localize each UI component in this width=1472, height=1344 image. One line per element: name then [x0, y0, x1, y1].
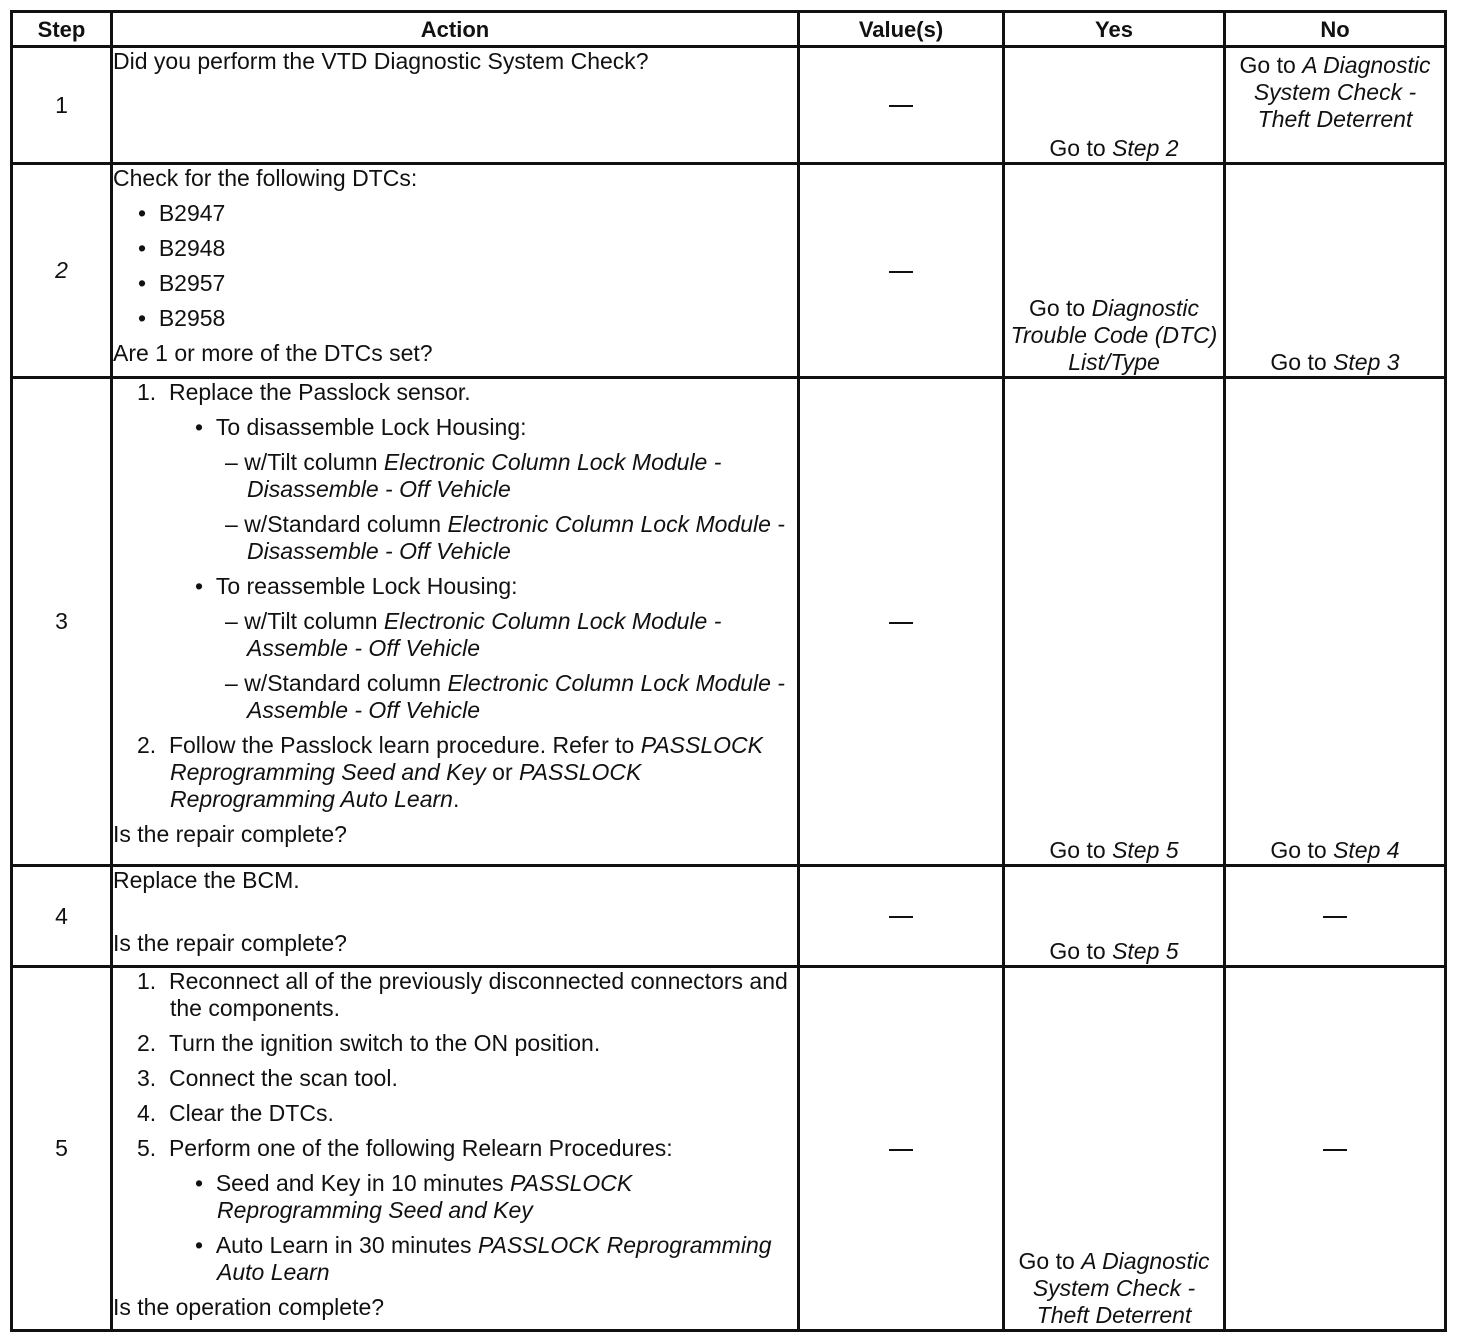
- value-cell: [799, 866, 1004, 967]
- dtc-code: B2948: [158, 235, 226, 261]
- action-cell: [112, 967, 799, 1331]
- diagnostic-table: [10, 10, 1447, 1332]
- value-cell: [799, 47, 1004, 164]
- yes-prefix: Go to: [1049, 938, 1113, 964]
- table-header-row: [12, 12, 1446, 47]
- action-cell: [112, 378, 799, 866]
- step-number: 4: [12, 866, 112, 967]
- item-text: To reassemble Lock Housing:: [215, 573, 518, 599]
- action-question: Is the repair complete?: [113, 821, 347, 847]
- item-prefix: w/Tilt column: [244, 449, 384, 475]
- bullet-item: • Auto Learn in 30 minutes PASSLOCK Reprogramming Auto Learn: [195, 1232, 772, 1285]
- numbered-item: 2. Turn the ignition switch to the ON position.: [137, 1030, 601, 1056]
- dtc-item: • B2948: [138, 235, 226, 261]
- no-prefix: Go to: [1239, 52, 1303, 78]
- item-text: Turn the ignition switch to the ON position.: [168, 1030, 601, 1056]
- item-text: Connect the scan tool.: [168, 1065, 398, 1091]
- action-cell: [112, 47, 799, 164]
- procedure-link[interactable]: Electronic Column Lock Module - Assemble - Off Vehicle: [247, 670, 785, 723]
- header-action: Action: [112, 12, 799, 47]
- dash-item: – w/Tilt column Electronic Column Lock Module - Disassemble - Off Vehicle: [225, 449, 722, 502]
- action-question: Is the operation complete?: [113, 1294, 385, 1320]
- dash-item: – w/Standard column Electronic Column Lock Module - Assemble - Off Vehicle: [225, 670, 785, 723]
- yes-cell: [1004, 164, 1225, 378]
- procedure-link[interactable]: Electronic Column Lock Module - Disassemble - Off Vehicle: [247, 511, 785, 564]
- item-text: To disassemble Lock Housing:: [215, 414, 527, 440]
- header-values: Value(s): [799, 12, 1004, 47]
- yes-prefix: Go to: [1049, 837, 1113, 863]
- yes-link[interactable]: A Diagnostic System Check - Theft Deterrent: [1032, 1248, 1210, 1328]
- bullet-item: • To reassemble Lock Housing:: [195, 573, 518, 599]
- procedure-link[interactable]: PASSLOCK Reprogramming Seed and Key: [217, 1170, 633, 1223]
- numbered-item: 1. Reconnect all of the previously disconnected connectors and the components.: [137, 968, 788, 1021]
- step-number: 3: [12, 378, 112, 866]
- yes-link[interactable]: Step 5: [1112, 837, 1179, 863]
- table-row: [12, 378, 1446, 866]
- procedure-link[interactable]: Electronic Column Lock Module - Assemble - Off Vehicle: [247, 608, 722, 661]
- header-yes: Yes: [1004, 12, 1225, 47]
- table-row: [12, 47, 1446, 164]
- value-cell: [799, 967, 1004, 1331]
- action-cell: [112, 164, 799, 378]
- no-cell: [1225, 47, 1446, 164]
- item-prefix: w/Tilt column: [244, 608, 384, 634]
- action-question: Is the repair complete?: [113, 930, 347, 956]
- item-prefix: w/Standard column: [244, 670, 448, 696]
- yes-cell: [1004, 47, 1225, 164]
- no-cell: [1225, 378, 1446, 866]
- action-cell: [112, 866, 799, 967]
- item-prefix: Seed and Key in 10 minutes: [215, 1170, 510, 1196]
- item-text: Follow the Passlock learn procedure. Refer to: [168, 732, 641, 758]
- yes-link[interactable]: Step 2: [1112, 135, 1179, 161]
- procedure-link[interactable]: PASSLOCK Reprogramming Seed and Key: [170, 732, 763, 785]
- dtc-item: • B2957: [138, 270, 226, 296]
- dtc-code: B2958: [158, 305, 226, 331]
- value-cell: [799, 164, 1004, 378]
- dash-mark: [889, 916, 913, 918]
- dash-mark: [1323, 916, 1347, 918]
- no-link[interactable]: Step 3: [1333, 349, 1400, 375]
- item-prefix: w/Standard column: [244, 511, 448, 537]
- dash-item: – w/Standard column Electronic Column Lock Module - Disassemble - Off Vehicle: [225, 511, 785, 564]
- table-row: [12, 164, 1446, 378]
- dtc-item: • B2947: [138, 200, 226, 226]
- no-cell: [1225, 866, 1446, 967]
- yes-prefix: Go to: [1018, 1248, 1082, 1274]
- dash-mark: [889, 622, 913, 624]
- yes-prefix: Go to: [1049, 135, 1113, 161]
- header-step: Step: [12, 12, 112, 47]
- bullet-item: • To disassemble Lock Housing:: [195, 414, 527, 440]
- no-link[interactable]: Step 4: [1333, 837, 1400, 863]
- numbered-item: 4. Clear the DTCs.: [137, 1100, 334, 1126]
- yes-prefix: Go to: [1028, 295, 1092, 321]
- no-cell: [1225, 164, 1446, 378]
- item-text: Reconnect all of the previously disconnected connectors and the components.: [168, 968, 788, 1021]
- numbered-item: 2. Follow the Passlock learn procedure. Refer to PASSLOCK Reprogramming Seed and Key or PASSLOCK Reprogramming Auto Learn.: [137, 732, 763, 812]
- action-text: Replace the BCM.: [113, 867, 300, 893]
- table-row: [12, 967, 1446, 1331]
- dash-item: – w/Tilt column Electronic Column Lock Module - Assemble - Off Vehicle: [225, 608, 722, 661]
- no-link[interactable]: A Diagnostic System Check - Theft Deterrent: [1253, 52, 1431, 132]
- table-row: [12, 866, 1446, 967]
- numbered-item: 1. Replace the Passlock sensor.: [137, 379, 471, 405]
- item-text: Clear the DTCs.: [168, 1100, 334, 1126]
- item-text: Replace the Passlock sensor.: [168, 379, 471, 405]
- dtc-code: B2947: [158, 200, 226, 226]
- item-end: .: [452, 786, 460, 812]
- yes-link[interactable]: Diagnostic Trouble Code (DTC) List/Type: [1010, 295, 1218, 375]
- numbered-item: 5. Perform one of the following Relearn Procedures:: [137, 1135, 673, 1161]
- action-intro: Check for the following DTCs:: [113, 165, 418, 191]
- item-prefix: Auto Learn in 30 minutes: [215, 1232, 478, 1258]
- procedure-link[interactable]: Electronic Column Lock Module - Disassemble - Off Vehicle: [247, 449, 722, 502]
- item-connector: or: [485, 759, 520, 785]
- action-question: Are 1 or more of the DTCs set?: [113, 340, 433, 366]
- item-text: Perform one of the following Relearn Procedures:: [168, 1135, 673, 1161]
- step-number: 5: [12, 967, 112, 1331]
- no-prefix: Go to: [1270, 837, 1334, 863]
- action-text: Did you perform the VTD Diagnostic System Check?: [113, 48, 649, 74]
- no-cell: [1225, 967, 1446, 1331]
- step-number: 1: [12, 47, 112, 164]
- yes-cell: [1004, 378, 1225, 866]
- dash-mark: [1323, 1149, 1347, 1151]
- procedure-link[interactable]: PASSLOCK Reprogramming Auto Learn: [217, 1232, 772, 1285]
- step-number: 2: [12, 164, 112, 378]
- bullet-item: • Seed and Key in 10 minutes PASSLOCK Reprogramming Seed and Key: [195, 1170, 633, 1223]
- numbered-item: 3. Connect the scan tool.: [137, 1065, 398, 1091]
- no-prefix: Go to: [1270, 349, 1334, 375]
- procedure-link[interactable]: PASSLOCK Reprogramming Auto Learn: [170, 759, 642, 812]
- dtc-code: B2957: [158, 270, 226, 296]
- dash-mark: [889, 1149, 913, 1151]
- value-cell: [799, 378, 1004, 866]
- header-no: No: [1225, 12, 1446, 47]
- dash-mark: [889, 105, 913, 107]
- yes-cell: [1004, 866, 1225, 967]
- dash-mark: [889, 271, 913, 273]
- yes-cell: [1004, 967, 1225, 1331]
- yes-link[interactable]: Step 5: [1112, 938, 1179, 964]
- dtc-item: • B2958: [138, 305, 226, 331]
